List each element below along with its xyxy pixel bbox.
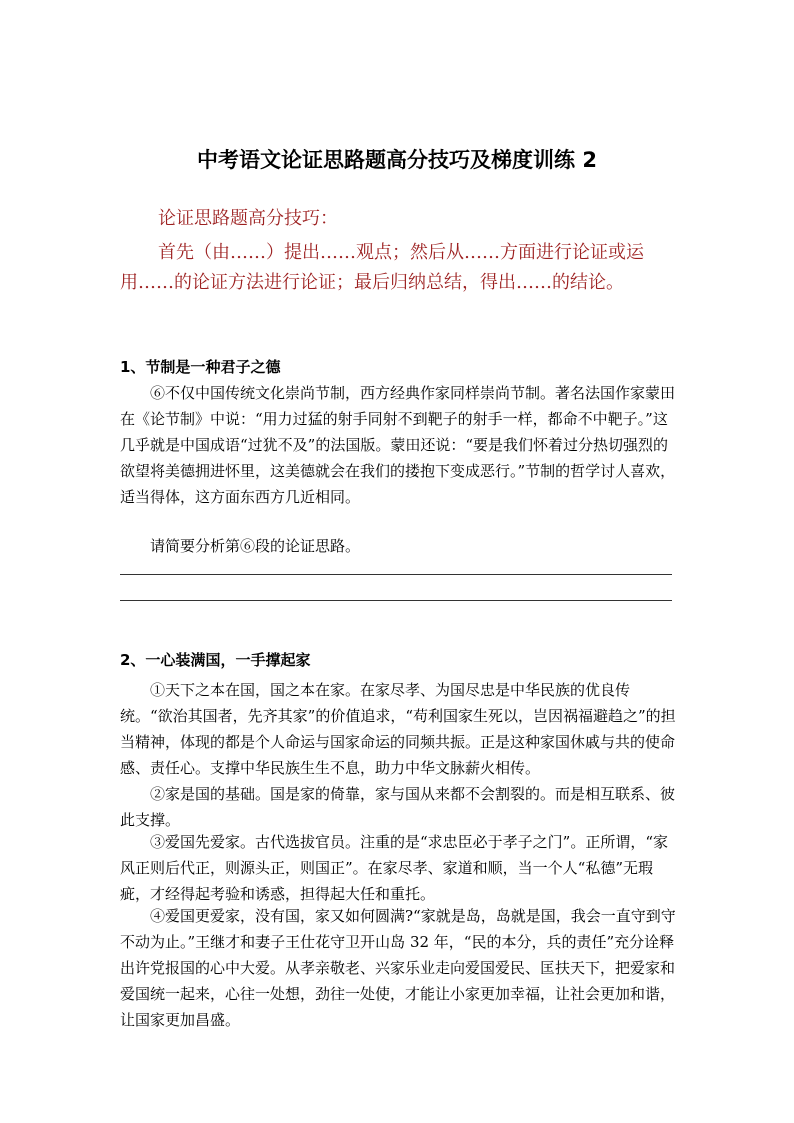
section-2-paragraph-4: ④爱国更爱家，没有国，家又如何圆满?“家就是岛，岛就是国，我会一直守到守不动为止。”王继才和妻子王仕花守卫开山岛 32 年，“民的本分，兵的责任”充分诠释出许党报国的心中大爱。从孝亲敬老、兴家乐业走向爱国爱民、匡扶天下，把爱家和爱国统一起来，心往一处想，劲往一处使，才能让小家更加幸福，让社会更加和谐，让国家更加昌盛。 [120, 907, 676, 1029]
tips-body: 首先（由……）提出……观点；然后从……方面进行论证或运用……的论证方法进行论证；最后归纳总结，得出……的结论。 [120, 242, 644, 293]
section-2-paragraph-1: ①天下之本在国，国之本在家。在家尽孝、为国尽忠是中华民族的优良传统。“欲治其国者，先齐其家”的价值追求，“苟利国家生死以，岂因祸福避趋之”的担当精神，体现的都是个人命运与国家命运的同频共振。正是这种家国休戚与共的使命感、责任心。支撑中华民族生生不息，助力中华文脉薪火相传。 [120, 681, 676, 777]
answer-line[interactable] [120, 600, 672, 601]
section-2-paragraph-2: ②家是国的基础。国是家的倚靠，家与国从来都不会割裂的。而是相互联系、彼此支撑。 [120, 785, 676, 829]
answer-line[interactable] [120, 574, 672, 575]
section-1-heading: 1、节制是一种君子之德 [120, 358, 281, 376]
tips-heading: 论证思路题高分技巧： [158, 208, 338, 229]
section-1-paragraph: ⑥不仅中国传统文化崇尚节制，西方经典作家同样崇尚节制。著名法国作家蒙田在《论节制》中说：“用力过猛的射手同射不到靶子的射手一样，都命不中靶子。”这几乎就是中国成语“过犹不及”的法国版。蒙田还说：“要是我们怀着过分热切强烈的欲望将美德拥进怀里，这美德就会在我们的搂抱下变成恶行。”节制的哲学讨人喜欢，适当得体，这方面东西方几近相同。 [120, 384, 676, 506]
section-2-heading: 2、一心装满国，一手撑起家 [120, 651, 311, 669]
section-2-paragraph-3: ③爱国先爱家。古代选拔官员。注重的是“求忠臣必于孝子之门”。正所谓，“家风正则后代正，则源头正，则国正”。在家尽孝、家道和顺，当一个人“私德”无瑕疵，才经得起考验和诱惑，担得起大任和重托。 [120, 833, 669, 903]
page-title: 中考语文论证思路题高分技巧及梯度训练 2 [197, 148, 597, 172]
section-1-question: 请简要分析第⑥段的论证思路。 [150, 537, 361, 555]
